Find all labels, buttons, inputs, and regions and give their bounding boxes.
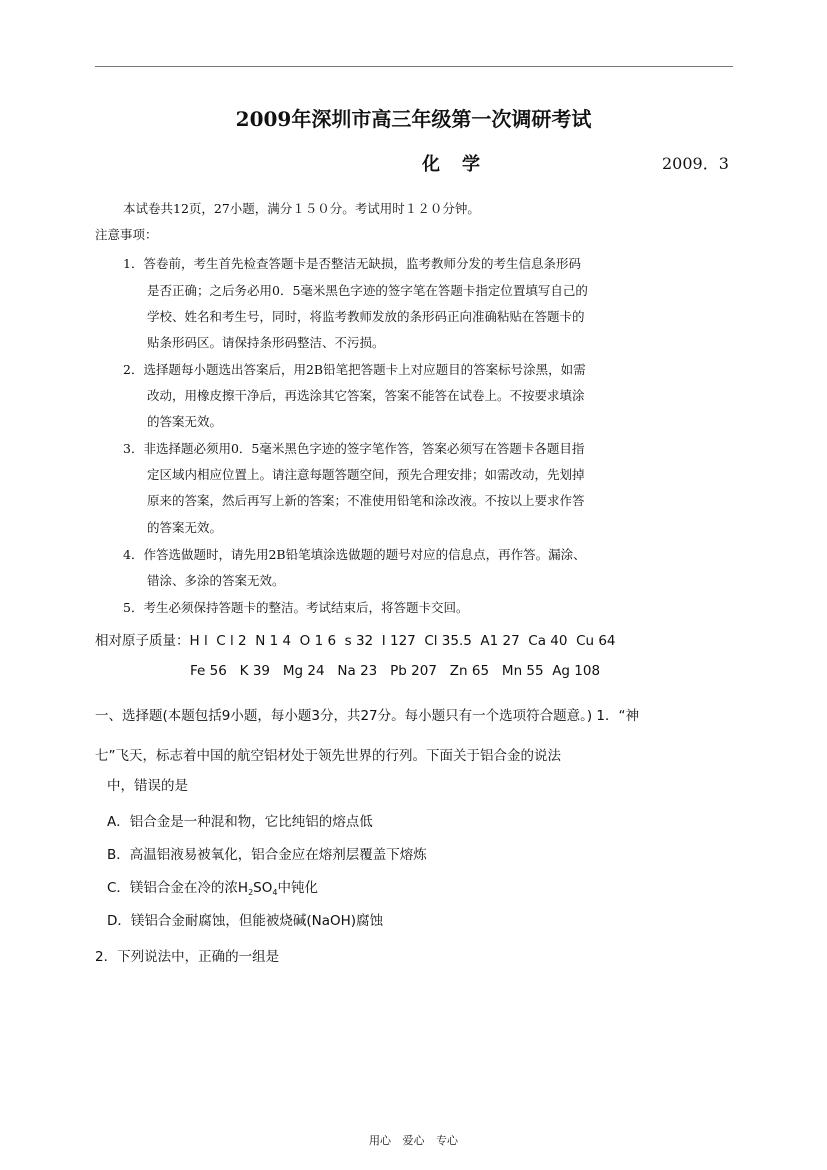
note-2-line-2: 改动，用橡皮擦干净后，再选涂其它答案，答案不能答在试卷上。不按要求填涂 <box>147 388 585 403</box>
note-3-line-2: 定区域内相应位置上。请注意每题答题空间，预先合理安排；如需改动，先划掉 <box>147 467 585 482</box>
option-d: D．镁铝合金耐腐蚀，但能被烧碱(NaOH)腐蚀 <box>107 913 384 929</box>
atomic-mass-label: 相对原子质量： <box>95 633 190 649</box>
atomic-mass-line-2: Fe 56 K 39 Mg 24 Na 23 Pb 207 Zn 65 Mn 55 Ag 108 <box>190 663 601 679</box>
option-c-prefix: C．镁铝合金在冷的浓H <box>107 880 249 896</box>
question-2: 2．下列说法中，正确的一组是 <box>95 949 280 965</box>
question-1-line-3: 中，错误的是 <box>107 778 188 794</box>
note-3-line-3: 原来的答案，然后再写上新的答案；不准使用铅笔和涂改液。不按以上要求作答 <box>147 493 585 508</box>
note-1-line-1: 1．答卷前，考生首先检查答题卡是否整洁无缺损，监考教师分发的考生信息条形码 <box>123 256 581 271</box>
option-c-subscript-2: 2 <box>248 888 254 897</box>
note-4-line-2: 错涂、多涂的答案无效。 <box>147 573 285 588</box>
option-c-so: SO <box>253 880 273 896</box>
section-1-header: 一、选择题(本题包括9小题，每小题3分，共27分。每小题只有一个选项符合题意。) 1．“神 <box>95 708 640 724</box>
note-2-line-3: 的答案无效。 <box>147 414 223 429</box>
exam-intro: 本试卷共12页，27小题，满分１５０分。考试用时１２０分钟。 <box>123 201 480 216</box>
note-3-line-4: 的答案无效。 <box>147 520 223 535</box>
exam-subject: 化学 <box>422 154 502 175</box>
note-2-line-1: 2．选择题每小题选出答案后，用2B铅笔把答题卡上对应题目的答案标号涂黑，如需 <box>123 362 586 377</box>
note-1-line-2: 是否正确；之后务必用0．5毫米黑色字迹的签字笔在答题卡指定位置填写自己的 <box>147 283 588 298</box>
notes-heading: 注意事项： <box>95 227 158 242</box>
atomic-mass-values-1: H l C l 2 N 1 4 O 1 6 s 32 I 127 Cl 35.5 A1 27 Ca 40 Cu 64 <box>189 633 616 649</box>
option-b: B．高温铝液易被氧化，铝合金应在熔剂层覆盖下熔炼 <box>107 847 427 863</box>
option-c-suffix: 中钝化 <box>277 880 318 896</box>
note-5-line-1: 5．考生必须保持答题卡的整洁。考试结束后，将答题卡交回。 <box>123 600 469 615</box>
atomic-mass-line-1 <box>95 629 616 649</box>
question-1-line-2: 七”飞天，标志着中国的航空铝材处于领先世界的行列。下面关于铝合金的说法 <box>95 748 561 764</box>
note-3-line-1: 3．非选择题必须用0．5毫米黑色字迹的签字笔作答，答案必须写在答题卡各题目指 <box>123 441 585 456</box>
note-4-line-1: 4．作答选做题时，请先用2B铅笔填涂选做题的题号对应的信息点，再作答。漏涂、 <box>123 547 586 562</box>
note-1-line-4: 贴条形码区。请保持条形码整洁、不污损。 <box>147 335 385 350</box>
note-1-line-3: 学校、姓名和考生号，同时，将监考教师发放的条形码正向准确粘贴在答题卡的 <box>147 309 585 324</box>
option-c-subscript-4: 4 <box>272 888 278 897</box>
header-rule <box>95 66 733 67</box>
option-c <box>107 876 318 896</box>
page-footer: 用心 爱心 专心 <box>369 1134 458 1147</box>
exam-date: 2009．3 <box>662 154 729 173</box>
option-a: A．铝合金是一种混和物，它比纯铝的熔点低 <box>107 814 373 830</box>
exam-title: 2009年深圳市高三年级第一次调研考试 <box>235 107 592 131</box>
